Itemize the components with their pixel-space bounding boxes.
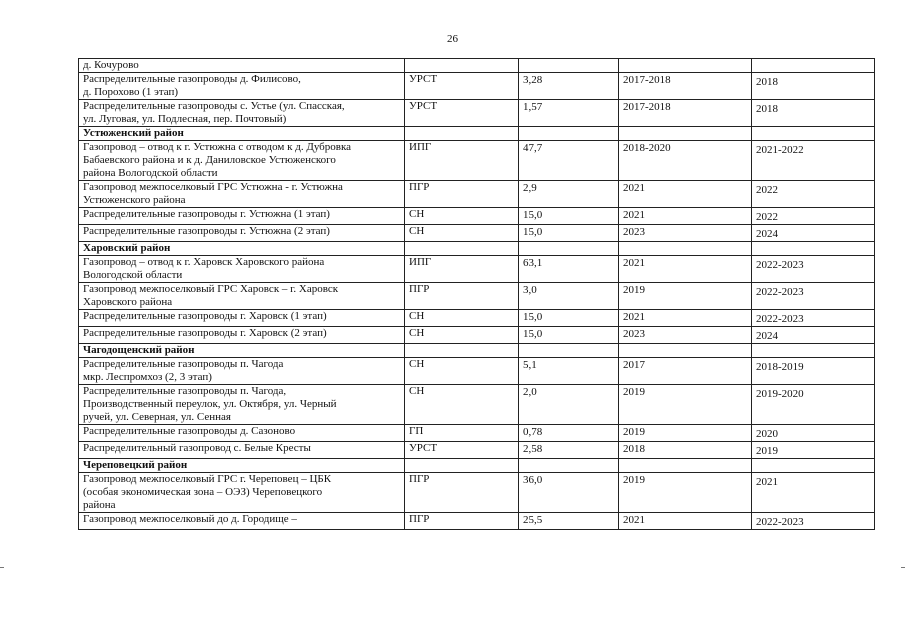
- cell-category: СН: [405, 208, 519, 225]
- table-row: [79, 141, 875, 181]
- cell-build-period: 2022-2023: [752, 283, 875, 310]
- edge-mark-left: [0, 567, 4, 568]
- gas-pipeline-table: [78, 58, 875, 530]
- cell-value: 2,58: [519, 442, 619, 459]
- cell-name: Газопровод межпоселковый ГРС г. Череповец – ЦБК (особая экономическая зона – ОЭЗ) Череповецкого района: [79, 473, 405, 513]
- cell-design-period: 2019: [619, 385, 752, 425]
- cell-category: ПГР: [405, 513, 519, 530]
- cell-design-period: 2017: [619, 358, 752, 385]
- cell-value: 25,5: [519, 513, 619, 530]
- table-row: [79, 425, 875, 442]
- cell-design-period: [619, 459, 752, 473]
- cell-value: 47,7: [519, 141, 619, 181]
- table-row: [79, 181, 875, 208]
- cell-build-period: 2018-2019: [752, 358, 875, 385]
- cell-design-period: 2023: [619, 225, 752, 242]
- cell-category: ПГР: [405, 473, 519, 513]
- cell-name: Череповецкий район: [79, 459, 405, 473]
- table-row: [79, 385, 875, 425]
- cell-design-period: [619, 242, 752, 256]
- cell-category: [405, 242, 519, 256]
- cell-name: д. Кочурово: [79, 59, 405, 73]
- cell-value: 2,9: [519, 181, 619, 208]
- cell-name: Устюженский район: [79, 127, 405, 141]
- table-row: [79, 73, 875, 100]
- cell-design-period: [619, 127, 752, 141]
- cell-category: УРСТ: [405, 73, 519, 100]
- cell-design-period: 2021: [619, 208, 752, 225]
- cell-name: Распределительные газопроводы г. Устюжна (1 этап): [79, 208, 405, 225]
- cell-build-period: 2022-2023: [752, 310, 875, 327]
- cell-category: СН: [405, 310, 519, 327]
- cell-design-period: 2021: [619, 256, 752, 283]
- cell-value: 15,0: [519, 225, 619, 242]
- cell-name: Газопровод – отвод к г. Харовск Харовского района Вологодской области: [79, 256, 405, 283]
- table-section-row: [79, 242, 875, 256]
- cell-name: Газопровод межпоселковый до д. Городище –: [79, 513, 405, 530]
- cell-category: [405, 59, 519, 73]
- cell-build-period: 2024: [752, 225, 875, 242]
- cell-value: 3,28: [519, 73, 619, 100]
- cell-value: 15,0: [519, 327, 619, 344]
- table-row: [79, 310, 875, 327]
- cell-category: ИПГ: [405, 256, 519, 283]
- cell-name: Чагодощенский район: [79, 344, 405, 358]
- cell-name: Распределительные газопроводы д. Филисово, д. Порохово (1 этап): [79, 73, 405, 100]
- cell-build-period: 2022: [752, 181, 875, 208]
- table-section-row: [79, 459, 875, 473]
- cell-build-period: 2020: [752, 425, 875, 442]
- cell-build-period: [752, 59, 875, 73]
- table-row: [79, 256, 875, 283]
- cell-value: 0,78: [519, 425, 619, 442]
- cell-value: [519, 59, 619, 73]
- table-row: [79, 513, 875, 530]
- cell-category: УРСТ: [405, 442, 519, 459]
- cell-value: 3,0: [519, 283, 619, 310]
- cell-category: ПГР: [405, 283, 519, 310]
- cell-design-period: 2017-2018: [619, 100, 752, 127]
- cell-build-period: 2021: [752, 473, 875, 513]
- cell-design-period: 2018-2020: [619, 141, 752, 181]
- cell-category: ПГР: [405, 181, 519, 208]
- cell-name: Газопровод – отвод к г. Устюжна с отводом к д. Дубровка Бабаевского района и к д. Даниловское Устюженского района Вологодской области: [79, 141, 405, 181]
- table-row: [79, 283, 875, 310]
- cell-value: 15,0: [519, 208, 619, 225]
- cell-value: [519, 127, 619, 141]
- cell-value: [519, 242, 619, 256]
- cell-category: СН: [405, 225, 519, 242]
- cell-build-period: [752, 242, 875, 256]
- cell-name: Харовский район: [79, 242, 405, 256]
- cell-value: 15,0: [519, 310, 619, 327]
- cell-design-period: 2021: [619, 513, 752, 530]
- table-section-row: [79, 127, 875, 141]
- cell-design-period: 2021: [619, 181, 752, 208]
- cell-category: [405, 127, 519, 141]
- cell-name: Распределительные газопроводы с. Устье (ул. Спасская, ул. Луговая, ул. Подлесная, пер. Почтовый): [79, 100, 405, 127]
- cell-value: [519, 459, 619, 473]
- cell-design-period: [619, 344, 752, 358]
- cell-design-period: 2017-2018: [619, 73, 752, 100]
- cell-category: [405, 344, 519, 358]
- cell-build-period: 2022-2023: [752, 513, 875, 530]
- cell-category: ГП: [405, 425, 519, 442]
- page-number: 26: [447, 33, 458, 45]
- cell-build-period: 2019-2020: [752, 385, 875, 425]
- cell-design-period: 2021: [619, 310, 752, 327]
- cell-build-period: 2022: [752, 208, 875, 225]
- cell-name: Распределительный газопровод с. Белые Кресты: [79, 442, 405, 459]
- cell-name: Распределительные газопроводы г. Устюжна (2 этап): [79, 225, 405, 242]
- cell-category: УРСТ: [405, 100, 519, 127]
- table-row: [79, 442, 875, 459]
- cell-value: 36,0: [519, 473, 619, 513]
- cell-build-period: [752, 459, 875, 473]
- cell-value: 2,0: [519, 385, 619, 425]
- table-row: [79, 225, 875, 242]
- cell-design-period: 2019: [619, 283, 752, 310]
- cell-design-period: 2019: [619, 425, 752, 442]
- cell-design-period: [619, 59, 752, 73]
- cell-name: Распределительные газопроводы г. Харовск (1 этап): [79, 310, 405, 327]
- edge-mark-right: [901, 567, 905, 568]
- cell-category: ИПГ: [405, 141, 519, 181]
- cell-name: Газопровод межпоселковый ГРС Харовск – г. Харовск Харовского района: [79, 283, 405, 310]
- cell-build-period: 2019: [752, 442, 875, 459]
- table-row: [79, 473, 875, 513]
- cell-build-period: 2018: [752, 73, 875, 100]
- cell-name: Газопровод межпоселковый ГРС Устюжна - г. Устюжна Устюженского района: [79, 181, 405, 208]
- cell-category: СН: [405, 358, 519, 385]
- table-row: [79, 208, 875, 225]
- cell-build-period: [752, 344, 875, 358]
- cell-name: Распределительные газопроводы д. Сазоново: [79, 425, 405, 442]
- cell-build-period: 2021-2022: [752, 141, 875, 181]
- cell-name: Распределительные газопроводы г. Харовск (2 этап): [79, 327, 405, 344]
- table-row: [79, 327, 875, 344]
- cell-value: 5,1: [519, 358, 619, 385]
- cell-design-period: 2023: [619, 327, 752, 344]
- cell-build-period: 2018: [752, 100, 875, 127]
- cell-category: [405, 459, 519, 473]
- table-row: [79, 100, 875, 127]
- table-section-row: [79, 344, 875, 358]
- cell-build-period: 2022-2023: [752, 256, 875, 283]
- cell-value: [519, 344, 619, 358]
- cell-value: 1,57: [519, 100, 619, 127]
- cell-name: Распределительные газопроводы п. Чагода, Производственный переулок, ул. Октября, ул. Черный ручей, ул. Северная, ул. Сенная: [79, 385, 405, 425]
- cell-build-period: [752, 127, 875, 141]
- cell-value: 63,1: [519, 256, 619, 283]
- cell-category: СН: [405, 327, 519, 344]
- cell-category: СН: [405, 385, 519, 425]
- table-row: [79, 59, 875, 73]
- cell-build-period: 2024: [752, 327, 875, 344]
- cell-name: Распределительные газопроводы п. Чагода мкр. Леспромхоз (2, 3 этап): [79, 358, 405, 385]
- table-row: [79, 358, 875, 385]
- cell-design-period: 2019: [619, 473, 752, 513]
- cell-design-period: 2018: [619, 442, 752, 459]
